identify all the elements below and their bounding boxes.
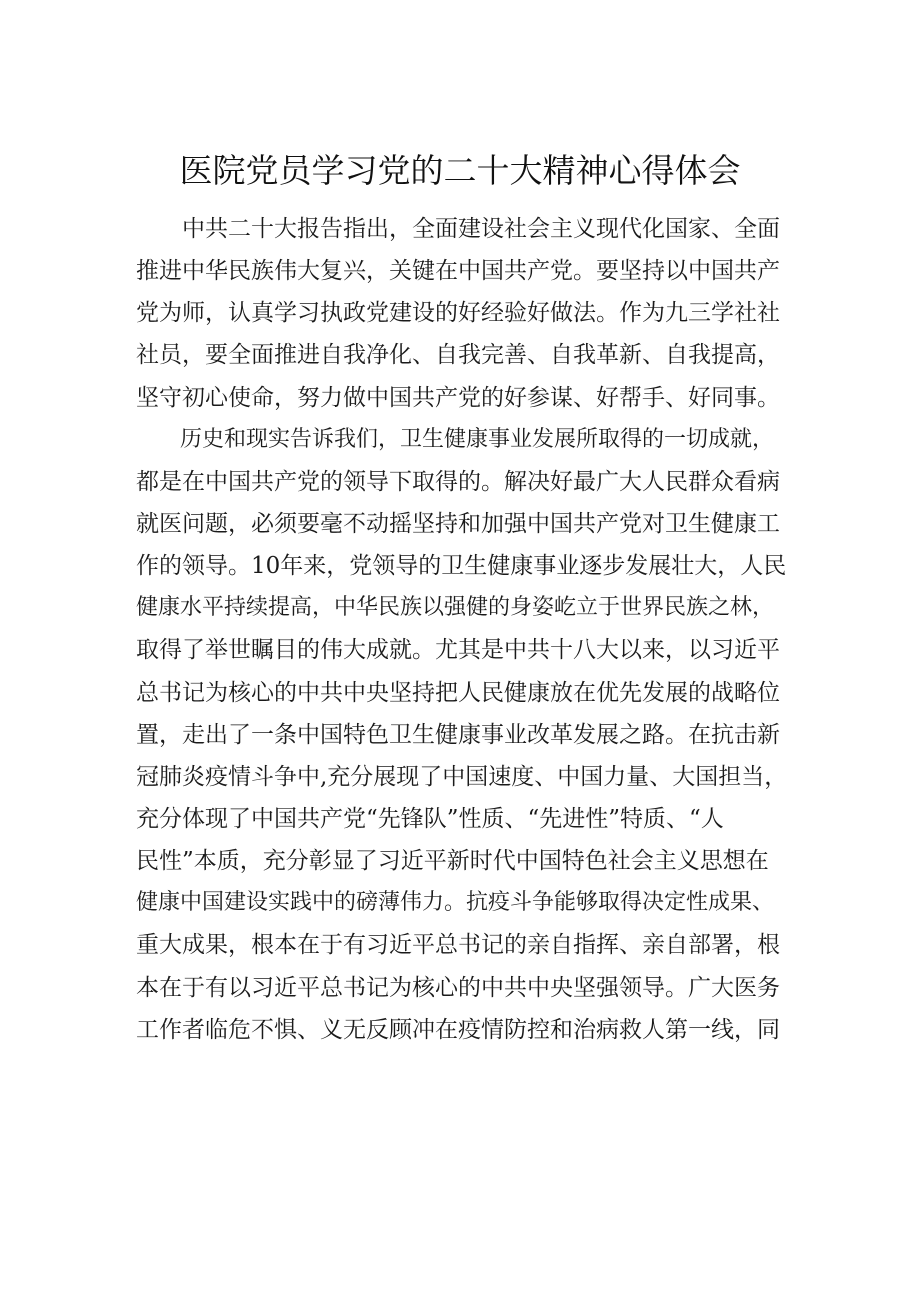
text-line: 置，走出了一条中国特色卫生健康事业改革发展之路。在抗击新: [136, 721, 780, 748]
text-line: 工作者临危不惧、义无反顾冲在疫情防控和治病救人第一线，同: [136, 1016, 780, 1043]
text-line: 历史和现实告诉我们，卫生健康事业发展所取得的一切成就，: [180, 426, 775, 452]
text-line: 本在于有以习近平总书记为核心的中共中央坚强领导。广大医务: [136, 974, 780, 1001]
text-line: 坚守初心使命，努力做中国共产党的好参谋、好帮手、好同事。: [136, 384, 780, 411]
text-line: 健康中国建设实践中的磅薄伟力。抗疫斗争能够取得决定性成果、: [136, 890, 775, 916]
text-line: 社员，要全面推进自我净化、自我完善、自我革新、自我提高，: [136, 342, 780, 369]
text-line: 就医问题，必须要毫不动摇坚持和加强中国共产党对卫生健康工: [136, 510, 780, 537]
paragraph-2: [136, 419, 788, 1051]
text-line: 民性”本质，充分彰显了习近平新时代中国特色社会主义思想在: [136, 848, 769, 875]
text-line: 都是在中国共产党的领导下取得的。解决好最广大人民群众看病: [136, 468, 780, 495]
text-line: 重大成果，根本在于有习近平总书记的亲自指挥、亲自部署，根: [136, 932, 780, 959]
text-line: 取得了举世瞩目的伟大成就。尤其是中共十八大以来，以习近平: [136, 637, 780, 664]
text-line: 作的领导。10年来，党领导的卫生健康事业逐步发展壮大，人民: [136, 553, 787, 580]
text-line: 健康水平持续提高，中华民族以强健的身姿屹立于世界民族之林，: [136, 595, 775, 621]
document-title: 医院党员学习党的二十大精神心得体会: [179, 151, 741, 190]
text-line: 总书记为核心的中共中央坚持把人民健康放在优先发展的战略位: [136, 679, 780, 706]
paragraph-1: [136, 208, 788, 419]
text-line: 冠肺炎疫情斗争中,充分展现了中国速度、中国力量、大国担当，: [136, 763, 788, 790]
text-line: 充分体现了中国共产党“先锋队”性质、“先进性”特质、“人: [136, 805, 724, 832]
text-line: 推进中华民族伟大复兴，关键在中国共产党。要坚持以中国共产: [136, 258, 780, 285]
text-line: 党为师，认真学习执政党建设的好经验好做法。作为九三学社社: [136, 300, 780, 327]
text-line: 中共二十大报告指出，全面建设社会主义现代化国家、全面: [182, 216, 780, 242]
document-body: [136, 208, 788, 1051]
